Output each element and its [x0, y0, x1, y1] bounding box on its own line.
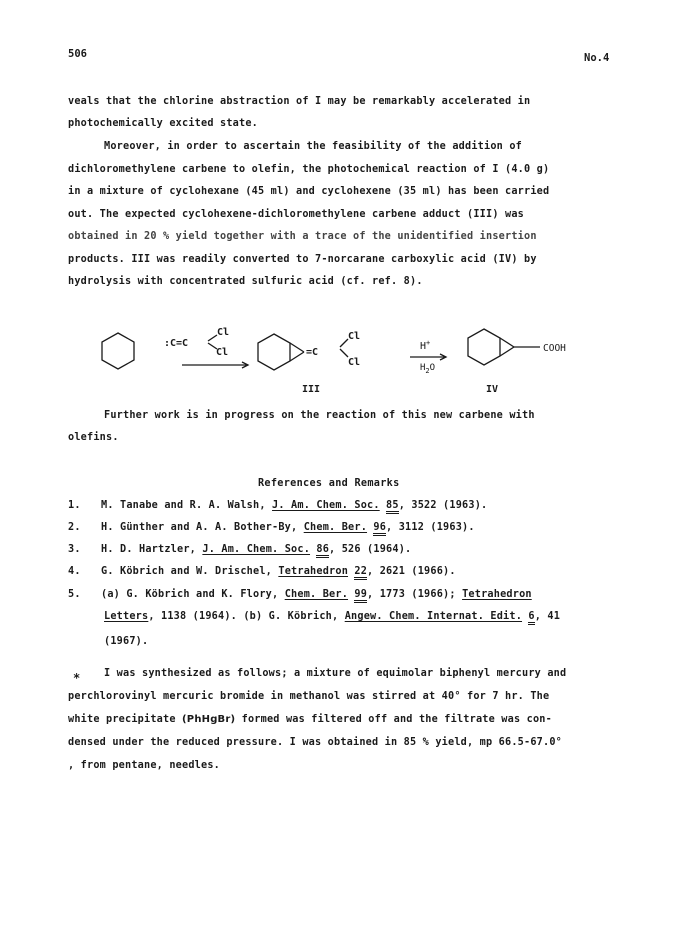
text-line: hydrolysis with concentrated sulfuric acid (cf. ref. 8).: [68, 276, 423, 287]
reference-authors: (a) G. Köbrich and K. Flory,: [101, 589, 285, 600]
water-reagent: $H_2O$: [420, 363, 436, 375]
reference-item: [68, 500, 487, 514]
reference-authors: H. Günther and A. A. Bother-By,: [101, 522, 304, 533]
reference-pages: , 1138 (1964). (b) G. Köbrich,: [148, 611, 345, 622]
reference-pages: , 1773 (1966);: [367, 589, 463, 600]
adduct-ring: [258, 334, 290, 370]
text-line: out. The expected cyclohexene-dichloromethylene carbene adduct (III) was: [68, 209, 525, 220]
volume-number: 6: [528, 611, 534, 625]
reference-item: [68, 544, 411, 558]
compound-label-IV: IV: [486, 384, 499, 395]
text-line: Moreover, in order to ascertain the feasibility of the addition of: [104, 141, 523, 152]
reference-authors: H. D. Hartzler,: [101, 544, 203, 555]
volume-number: 86: [316, 544, 329, 558]
text-line: dichloromethylene carbene to olefin, the photochemical reaction of I (4.0 g): [68, 164, 550, 175]
cyclohexene-ring: [102, 333, 134, 369]
references-heading: References and Remarks: [258, 478, 400, 489]
reference-pages: , 2621 (1966).: [367, 566, 456, 577]
reference-number: 4.: [68, 566, 81, 577]
reference-pages: , 3112 (1963).: [386, 522, 475, 533]
journal-name: Letters: [104, 611, 149, 622]
journal-name: Chem. Ber.: [284, 589, 349, 600]
footnote-marker: *: [73, 671, 81, 685]
text-span: formed was filtered off and the filtrate was con-: [235, 714, 552, 725]
text-line: [68, 714, 552, 725]
text-line: Further work is in progress on the reaction of this new carbene with: [104, 410, 535, 421]
reference-authors: M. Tanabe and R. A. Walsh,: [101, 500, 273, 511]
product-ring: [468, 329, 500, 365]
reference-number: 5.: [68, 589, 81, 600]
cl-label: Cl: [348, 331, 361, 342]
journal-name: Tetrahedron: [278, 566, 349, 577]
cl-label: Cl: [217, 327, 230, 338]
carbene-reagent: :C=C: [164, 338, 189, 349]
journal-name: J. Am. Chem. Soc.: [202, 544, 311, 555]
reference-authors: G. Köbrich and W. Drischel,: [101, 566, 279, 577]
text-line: I was synthesized as follows; a mixture of equimolar biphenyl mercury and: [104, 668, 567, 679]
text-line: products. III was readily converted to 7-norcarane carboxylic acid (IV) by: [68, 254, 537, 265]
reference-pages: , 41: [534, 611, 561, 622]
issue-number: No.4: [584, 52, 610, 64]
volume-number: 85: [386, 500, 399, 514]
reference-pages: , 526 (1964).: [329, 544, 412, 555]
text-line: in a mixture of cyclohexane (45 ml) and cyclohexene (35 ml) has been carried: [68, 186, 550, 197]
cl-label: Cl: [216, 347, 229, 358]
text-line: obtained in 20 % yield together with a trace of the unidentified insertion: [68, 231, 537, 242]
compound-label-III: III: [302, 384, 321, 395]
journal-name: Angew. Chem. Internat. Edit.: [344, 611, 523, 622]
reference-pages: , 3522 (1963).: [398, 500, 488, 511]
page-number: 506: [68, 48, 87, 60]
text-line: veals that the chlorine abstraction of I may be remarkably accelerated in: [68, 96, 531, 107]
reference-item: [68, 589, 532, 603]
text-line: , from pentane, needles.: [68, 760, 221, 771]
reference-number: 3.: [68, 544, 81, 555]
volume-number: 99: [354, 589, 367, 603]
reference-number: 1.: [68, 500, 81, 511]
text-line: densed under the reduced pressure. I was obtained in 85 % yield, mp 66.5-67.0°: [68, 737, 563, 748]
text-line: photochemically excited state.: [68, 118, 259, 129]
journal-name: Chem. Ber.: [303, 522, 368, 533]
cl-label: Cl: [348, 357, 361, 368]
text-line: olefins.: [68, 432, 119, 443]
carboxyl-group: COOH: [543, 343, 566, 354]
reference-continuation: [104, 611, 560, 625]
journal-name: Tetrahedron: [462, 589, 532, 600]
reference-item: [68, 566, 456, 580]
reference-item: [68, 522, 475, 536]
reference-continuation: (1967).: [104, 636, 149, 647]
exocyclic-double-bond: =C: [306, 347, 319, 358]
chemical-formula: (PhHgBr): [182, 714, 236, 725]
reaction-scheme: [80, 305, 600, 405]
journal-name: J. Am. Chem. Soc.: [272, 500, 380, 511]
text-line: perchlorovinyl mercuric bromide in methanol was stirred at 40° for 7 hr. The: [68, 691, 550, 702]
volume-number: 96: [373, 522, 386, 536]
acid-catalyst: H+: [420, 339, 431, 352]
text-span: white precipitate: [68, 714, 183, 725]
volume-number: 22: [354, 566, 367, 580]
reference-number: 2.: [68, 522, 81, 533]
